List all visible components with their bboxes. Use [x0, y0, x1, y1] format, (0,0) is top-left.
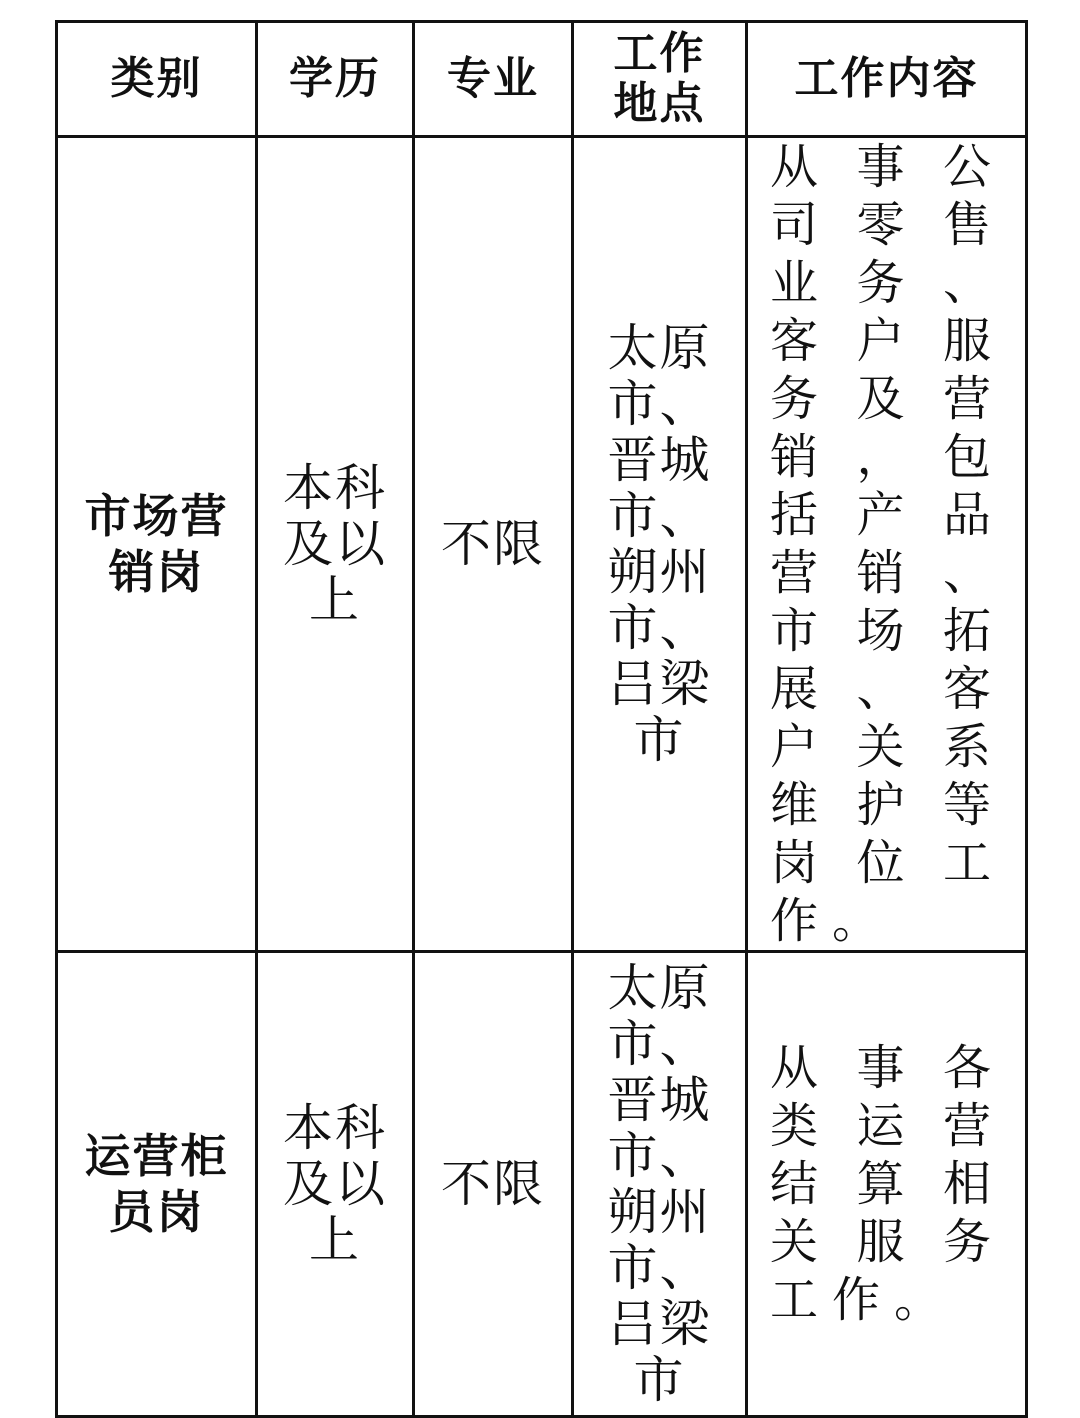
category-cell: 市场营销岗	[57, 137, 257, 952]
content-cell: 从事公司零售业务、客户服务及营销，包括产品营销、市场拓展、客户关系维护等岗位工作。	[747, 137, 1027, 952]
location-cell: 太原市、晋城市、朔州市、吕梁市	[573, 137, 747, 952]
header-location: 工作地点	[573, 22, 747, 137]
location-cell: 太原市、晋城市、朔州市、吕梁市	[573, 952, 747, 1417]
table-row	[57, 952, 1027, 1417]
recruitment-table-container	[55, 20, 1025, 1409]
category-cell: 运营柜员岗	[57, 952, 257, 1417]
header-row	[57, 22, 1027, 137]
recruitment-table	[55, 20, 1028, 1418]
major-cell: 不限	[414, 952, 573, 1417]
major-cell: 不限	[414, 137, 573, 952]
table-row	[57, 137, 1027, 952]
header-education: 学历	[257, 22, 414, 137]
header-major: 专业	[414, 22, 573, 137]
education-cell: 本科及以上	[257, 952, 414, 1417]
header-category: 类别	[57, 22, 257, 137]
content-cell: 从事各类运营结算相关服务工作。	[747, 952, 1027, 1417]
header-content: 工作内容	[747, 22, 1027, 137]
education-cell: 本科及以上	[257, 137, 414, 952]
